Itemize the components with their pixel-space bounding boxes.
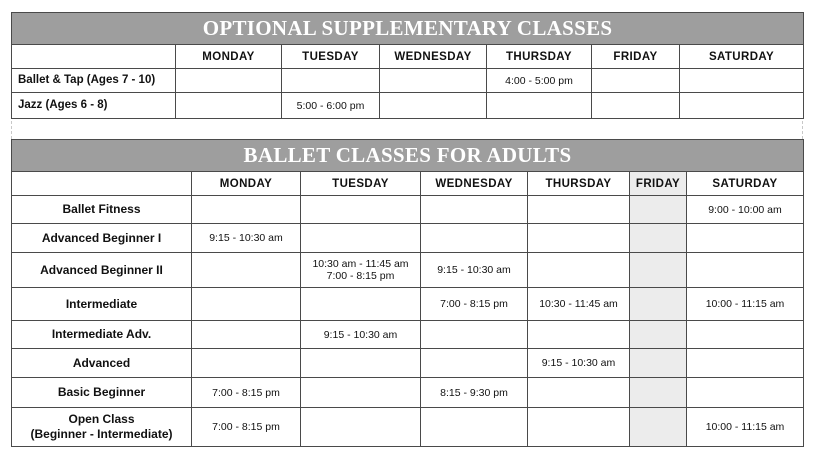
time-cell-wednesday [380,69,487,93]
time-cell-wednesday [380,93,487,119]
time-cell-saturday [687,224,804,253]
time-cell-monday: 7:00 - 8:15 pm [192,408,301,447]
time-cell-friday [630,321,687,349]
class-name: Intermediate [12,288,192,321]
time-cell-monday [192,349,301,378]
class-name: Intermediate Adv. [12,321,192,349]
time-cell-tuesday [301,196,421,224]
day-header-tuesday: TUESDAY [301,172,421,196]
day-header-friday: FRIDAY [592,45,680,69]
time-cell-monday [192,288,301,321]
time-cell-tuesday [301,224,421,253]
time-cell-thursday [528,196,630,224]
time-cell-monday [192,321,301,349]
class-name: Ballet & Tap (Ages 7 - 10) [12,69,176,93]
day-header-thursday: THURSDAY [528,172,630,196]
class-row [12,69,804,93]
time-cell-saturday [680,69,804,93]
day-header-tuesday: TUESDAY [282,45,380,69]
class-row [12,408,804,447]
time-cell-monday [176,93,282,119]
time-cell-thursday: 10:30 - 11:45 am [528,288,630,321]
time-cell-monday [192,253,301,288]
time-cell-saturday: 10:00 - 11:15 am [687,288,804,321]
time-cell-friday [630,408,687,447]
time-cell-thursday: 9:15 - 10:30 am [528,349,630,378]
time-cell-monday [176,69,282,93]
time-cell-wednesday: 7:00 - 8:15 pm [421,288,528,321]
time-cell-thursday [528,378,630,408]
time-cell-tuesday [282,69,380,93]
time-cell-thursday: 4:00 - 5:00 pm [487,69,592,93]
class-name: Advanced Beginner I [12,224,192,253]
time-cell-friday [592,93,680,119]
header-blank [12,45,176,69]
time-cell-friday [592,69,680,93]
time-cell-wednesday: 9:15 - 10:30 am [421,253,528,288]
day-header-monday: MONDAY [192,172,301,196]
time-cell-thursday [528,408,630,447]
time-cell-thursday [528,224,630,253]
adult-ballet-classes-table [11,139,804,447]
time-cell-tuesday [301,408,421,447]
table-separator [11,121,803,139]
time-cell-wednesday [421,196,528,224]
time-cell-friday [630,196,687,224]
time-cell-thursday [528,321,630,349]
time-cell-wednesday [421,321,528,349]
day-header-saturday: SATURDAY [687,172,804,196]
time-cell-saturday [687,321,804,349]
time-cell-tuesday: 9:15 - 10:30 am [301,321,421,349]
class-row [12,349,804,378]
class-row [12,224,804,253]
day-header-monday: MONDAY [176,45,282,69]
time-cell-monday: 7:00 - 8:15 pm [192,378,301,408]
time-cell-wednesday: 8:15 - 9:30 pm [421,378,528,408]
day-header-wednesday: WEDNESDAY [421,172,528,196]
day-header-thursday: THURSDAY [487,45,592,69]
time-cell-wednesday [421,408,528,447]
time-cell-saturday: 10:00 - 11:15 am [687,408,804,447]
time-cell-monday [192,196,301,224]
class-name: Ballet Fitness [12,196,192,224]
class-row [12,93,804,119]
time-cell-tuesday [301,288,421,321]
day-header-saturday: SATURDAY [680,45,804,69]
class-name: Advanced [12,349,192,378]
class-row [12,253,804,288]
class-row [12,196,804,224]
time-cell-tuesday: 5:00 - 6:00 pm [282,93,380,119]
day-header-wednesday: WEDNESDAY [380,45,487,69]
time-cell-tuesday [301,378,421,408]
supplementary-title: OPTIONAL SUPPLEMENTARY CLASSES [12,13,804,45]
day-header-friday: FRIDAY [630,172,687,196]
time-cell-saturday [687,349,804,378]
time-cell-friday [630,288,687,321]
header-blank [12,172,192,196]
time-cell-monday: 9:15 - 10:30 am [192,224,301,253]
time-cell-tuesday [301,349,421,378]
class-name: Open Class (Beginner - Intermediate) [12,408,192,447]
class-name: Jazz (Ages 6 - 8) [12,93,176,119]
class-row [12,378,804,408]
class-name: Basic Beginner [12,378,192,408]
time-cell-saturday [687,378,804,408]
time-cell-tuesday: 10:30 am - 11:45 am 7:00 - 8:15 pm [301,253,421,288]
time-cell-thursday [528,253,630,288]
time-cell-friday [630,253,687,288]
adults-title: BALLET CLASSES FOR ADULTS [12,140,804,172]
class-row [12,288,804,321]
time-cell-friday [630,378,687,408]
supplementary-classes-table [11,12,804,119]
time-cell-wednesday [421,349,528,378]
time-cell-saturday [680,93,804,119]
time-cell-saturday [687,253,804,288]
time-cell-saturday: 9:00 - 10:00 am [687,196,804,224]
time-cell-friday [630,349,687,378]
class-name: Advanced Beginner II [12,253,192,288]
time-cell-thursday [487,93,592,119]
time-cell-wednesday [421,224,528,253]
time-cell-friday [630,224,687,253]
class-row [12,321,804,349]
